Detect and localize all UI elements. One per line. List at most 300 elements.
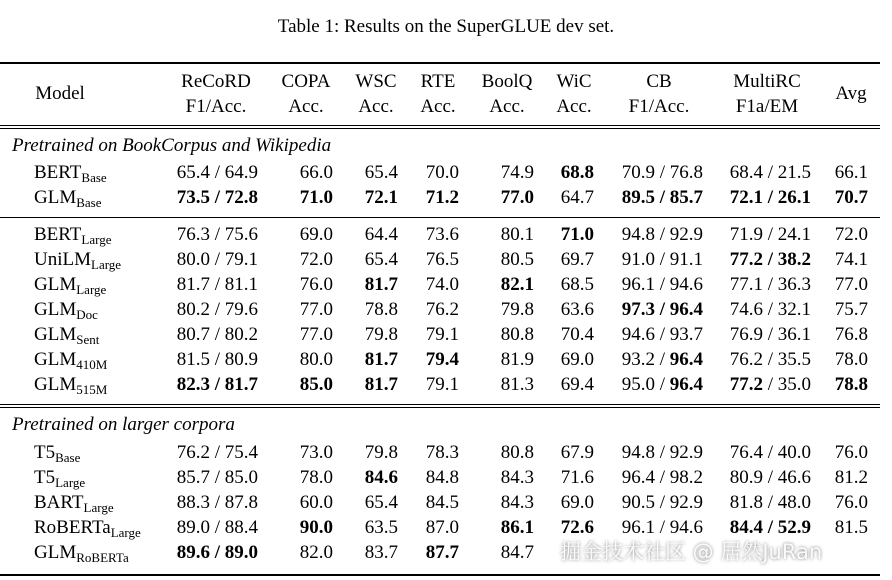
model-base-name: GLM xyxy=(34,324,77,345)
model-size-subscript: Large xyxy=(76,282,107,297)
model-size-subscript: Large xyxy=(110,525,141,540)
cell-value: 70.7 xyxy=(834,187,868,208)
table-row xyxy=(0,467,880,492)
model-name xyxy=(34,162,107,186)
cell-value: 96.4 / 98.2 xyxy=(621,467,703,488)
cell-value: 96.1 / 94.6 xyxy=(621,274,703,295)
table-cell xyxy=(501,517,534,539)
cell-value: 84.7 xyxy=(500,542,534,563)
cell-value: 66.1 xyxy=(834,162,868,183)
cell-value: 84.5 xyxy=(425,492,459,513)
cell-value: 84.6 xyxy=(364,467,398,488)
table-cell xyxy=(622,274,703,296)
cell-value: 89.5 / 85.7 xyxy=(621,187,703,208)
cell-value: 78.8 xyxy=(834,374,868,395)
watermark: 掘金技术社区 @ 居然JuRan xyxy=(560,540,823,564)
model-size-subscript: Base xyxy=(81,170,107,185)
table-cell xyxy=(365,542,398,564)
section-title-bookcorpus: Pretrained on BookCorpus and Wikipedia xyxy=(12,135,332,156)
column-header-line-2: F1a/EM xyxy=(735,96,799,117)
cell-value: 69.7 xyxy=(560,249,594,270)
table-row xyxy=(0,249,880,274)
cell-value: 72.1 xyxy=(364,187,398,208)
table-cell xyxy=(426,542,459,564)
model-base-name: GLM xyxy=(34,299,77,320)
table-cell xyxy=(835,224,868,246)
cell-value: 78.0 xyxy=(834,349,868,370)
cell-value: 84.3 xyxy=(500,492,534,513)
cell-value: 74.0 xyxy=(425,274,459,295)
table-cell xyxy=(300,249,333,271)
model-base-name: BERT xyxy=(34,224,82,245)
table-cell xyxy=(730,492,811,514)
model-base-name: BERT xyxy=(34,162,82,183)
table-cell xyxy=(426,162,459,184)
table-cell xyxy=(501,492,534,514)
table-cell xyxy=(177,517,258,539)
bottom-rule xyxy=(0,574,880,576)
cell-value: 89.0 / 88.4 xyxy=(176,517,258,538)
cell-value: 65.4 xyxy=(364,492,398,513)
table-cell xyxy=(501,249,534,271)
cell-value: 78.3 xyxy=(425,442,459,463)
header-rule xyxy=(0,125,880,126)
table-cell xyxy=(177,162,258,184)
cell-value: 76.0 xyxy=(299,274,333,295)
model-base-name: T5 xyxy=(34,442,56,463)
cell-value: 63.5 xyxy=(364,517,398,538)
cell-value: 65.4 / 64.9 xyxy=(176,162,258,183)
table-cell xyxy=(730,187,811,209)
model-base-name: GLM xyxy=(34,349,77,370)
table-cell xyxy=(300,224,333,246)
cell-value: 94.8 / 92.9 xyxy=(621,442,703,463)
table-cell xyxy=(730,299,811,321)
section-divider-2 xyxy=(0,407,880,408)
model-name xyxy=(34,467,85,491)
table-cell xyxy=(300,374,333,396)
cell-value: 71.9 / 24.1 xyxy=(729,224,811,245)
cell-value: 81.7 / 81.1 xyxy=(176,274,258,295)
group-divider xyxy=(0,217,880,218)
table-cell xyxy=(426,442,459,464)
table-cell xyxy=(561,162,594,184)
cell-value: 81.7 xyxy=(364,349,398,370)
model-base-name: GLM xyxy=(34,374,77,395)
cell-value: 96.4 xyxy=(669,374,703,395)
model-size-subscript: Sent xyxy=(76,332,100,347)
cell-value: 70.4 xyxy=(560,324,594,345)
cell-value: 71.2 xyxy=(425,187,459,208)
cell-value: 80.9 / 46.6 xyxy=(729,467,811,488)
column-header-line-1: ReCoRD xyxy=(181,71,251,92)
model-base-name: BART xyxy=(34,492,84,513)
table-cell xyxy=(622,349,703,371)
table-cell xyxy=(622,467,703,489)
cell-value: 82.3 / 81.7 xyxy=(176,374,258,395)
table-cell xyxy=(730,274,811,296)
cell-value: 66.0 xyxy=(299,162,333,183)
table-cell xyxy=(835,187,868,209)
table-cell xyxy=(501,349,534,371)
table-row xyxy=(0,187,880,212)
table-caption: Table 1: Results on the SuperGLUE dev set. xyxy=(277,16,615,37)
table-cell xyxy=(426,224,459,246)
cell-value: 68.8 xyxy=(560,162,594,183)
cell-value: 68.4 / 21.5 xyxy=(729,162,811,183)
model-name xyxy=(34,324,99,348)
model-base-name: UniLM xyxy=(34,249,91,270)
column-header-line-1: WiC xyxy=(556,71,592,92)
cell-value: 82.1 xyxy=(500,274,534,295)
table-cell xyxy=(365,324,398,346)
cell-value: 96.1 / 94.6 xyxy=(621,517,703,538)
cell-value: 80.7 / 80.2 xyxy=(176,324,258,345)
table-cell xyxy=(501,542,534,564)
table-row xyxy=(0,299,880,324)
model-size-subscript: Large xyxy=(55,475,86,490)
table-cell xyxy=(426,249,459,271)
cell-value: 77.2 xyxy=(729,374,763,395)
table-cell xyxy=(300,274,333,296)
cell-value: 89.6 / 89.0 xyxy=(176,542,258,563)
cell-value: 84.3 xyxy=(500,467,534,488)
table-cell xyxy=(622,374,703,396)
model-name xyxy=(34,542,129,566)
cell-value: / 35.0 xyxy=(762,374,811,395)
table-cell xyxy=(835,374,868,396)
cell-value: 85.7 / 85.0 xyxy=(176,467,258,488)
table-cell xyxy=(730,467,811,489)
table-cell xyxy=(561,374,594,396)
cell-value: 78.0 xyxy=(299,467,333,488)
cell-value: 74.1 xyxy=(834,249,868,270)
table-cell xyxy=(177,249,258,271)
cell-value: 78.8 xyxy=(364,299,398,320)
table-cell xyxy=(730,442,811,464)
cell-value: 76.9 / 36.1 xyxy=(729,324,811,345)
cell-value: 81.8 / 48.0 xyxy=(729,492,811,513)
table-cell xyxy=(622,187,703,209)
cell-value: 64.7 xyxy=(560,187,594,208)
column-header xyxy=(604,69,714,119)
section-title-larger-corpora: Pretrained on larger corpora xyxy=(12,414,235,435)
table-cell xyxy=(177,187,258,209)
table-cell xyxy=(365,162,398,184)
table-cell xyxy=(622,442,703,464)
table-cell xyxy=(501,374,534,396)
model-size-subscript: Base xyxy=(76,195,102,210)
model-size-subscript: 410M xyxy=(76,357,108,372)
cell-value: 79.4 xyxy=(425,349,459,370)
column-header-line-1: CB xyxy=(646,71,672,92)
table-cell xyxy=(426,374,459,396)
model-name xyxy=(34,442,80,466)
table-cell xyxy=(426,274,459,296)
table-cell xyxy=(300,517,333,539)
table-cell xyxy=(365,467,398,489)
column-header-line-2: Acc. xyxy=(358,96,394,117)
table-cell xyxy=(426,187,459,209)
cell-value: 77.0 xyxy=(500,187,534,208)
cell-value: 81.5 / 80.9 xyxy=(176,349,258,370)
table-cell xyxy=(622,324,703,346)
cell-value: 81.5 xyxy=(834,517,868,538)
table-cell xyxy=(426,299,459,321)
cell-value: 80.2 / 79.6 xyxy=(176,299,258,320)
cell-value: 82.0 xyxy=(299,542,333,563)
table-cell xyxy=(835,517,868,539)
column-header-line-2: F1/Acc. xyxy=(185,96,247,117)
cell-value: 80.0 xyxy=(299,349,333,370)
cell-value: 76.0 xyxy=(834,442,868,463)
model-name xyxy=(34,517,141,541)
table-cell xyxy=(501,187,534,209)
cell-value: 77.0 xyxy=(834,274,868,295)
cell-value: 73.0 xyxy=(299,442,333,463)
model-name xyxy=(34,187,102,211)
table-row xyxy=(0,162,880,187)
cell-value: 87.7 xyxy=(425,542,459,563)
cell-value: 77.0 xyxy=(299,324,333,345)
cell-value: 88.3 / 87.8 xyxy=(176,492,258,513)
cell-value: 81.7 xyxy=(364,374,398,395)
column-header-line-1: WSC xyxy=(355,71,397,92)
cell-value: 81.7 xyxy=(364,274,398,295)
table-cell xyxy=(835,299,868,321)
table-cell xyxy=(501,162,534,184)
table-cell xyxy=(835,442,868,464)
table-cell xyxy=(622,249,703,271)
table-cell xyxy=(426,349,459,371)
table-cell xyxy=(300,442,333,464)
cell-value: 76.2 xyxy=(425,299,459,320)
cell-value: 76.0 xyxy=(834,492,868,513)
cell-value: 81.3 xyxy=(500,374,534,395)
table-cell xyxy=(300,162,333,184)
cell-value: 69.0 xyxy=(560,349,594,370)
table-cell xyxy=(561,492,594,514)
table-cell xyxy=(835,162,868,184)
cell-value: 91.0 / 91.1 xyxy=(621,249,703,270)
table-cell xyxy=(300,187,333,209)
cell-value: 94.6 / 93.7 xyxy=(621,324,703,345)
table-cell xyxy=(365,299,398,321)
model-name xyxy=(34,299,98,323)
cell-value: 90.5 / 92.9 xyxy=(621,492,703,513)
cell-value: 77.0 xyxy=(299,299,333,320)
table-cell xyxy=(426,467,459,489)
column-header-line-2: Acc. xyxy=(288,96,324,117)
cell-value: 70.9 / 76.8 xyxy=(621,162,703,183)
column-header-line-1: COPA xyxy=(281,71,331,92)
cell-value: 65.4 xyxy=(364,162,398,183)
table-cell xyxy=(622,299,703,321)
model-size-subscript: Doc xyxy=(76,307,98,322)
cell-value: 87.0 xyxy=(425,517,459,538)
cell-value: 95.0 / xyxy=(621,374,670,395)
table-cell xyxy=(730,162,811,184)
cell-value: 76.4 / 40.0 xyxy=(729,442,811,463)
cell-value: 67.9 xyxy=(560,442,594,463)
cell-value: 79.8 xyxy=(364,442,398,463)
table-cell xyxy=(365,517,398,539)
cell-value: 97.3 / 96.4 xyxy=(621,299,703,320)
model-name xyxy=(34,374,107,398)
cell-value: 76.2 / 75.4 xyxy=(176,442,258,463)
cell-value: 96.4 xyxy=(669,349,703,370)
model-name xyxy=(34,492,114,516)
table-cell xyxy=(501,299,534,321)
model-name xyxy=(34,349,107,373)
model-base-name: RoBERTa xyxy=(34,517,111,538)
cell-value: 93.2 / xyxy=(621,349,670,370)
table-cell xyxy=(501,467,534,489)
table-cell xyxy=(177,349,258,371)
column-header-line-1: Model xyxy=(35,83,85,104)
cell-value: 60.0 xyxy=(299,492,333,513)
cell-value: 79.1 xyxy=(425,374,459,395)
table-cell xyxy=(365,187,398,209)
table-cell xyxy=(622,224,703,246)
cell-value: 73.5 / 72.8 xyxy=(176,187,258,208)
column-header-line-2: Acc. xyxy=(489,96,525,117)
model-size-subscript: 515M xyxy=(76,382,108,397)
model-size-subscript: Large xyxy=(91,257,122,272)
column-header-line-1: Avg xyxy=(835,83,867,104)
cell-value: 80.0 / 79.1 xyxy=(176,249,258,270)
cell-value: 64.4 xyxy=(364,224,398,245)
table-row xyxy=(0,324,880,349)
model-base-name: GLM xyxy=(34,542,77,563)
table-cell xyxy=(365,374,398,396)
cell-value: 85.0 xyxy=(299,374,333,395)
table-cell xyxy=(622,492,703,514)
model-size-subscript: RoBERTa xyxy=(76,550,129,565)
cell-value: 69.0 xyxy=(560,492,594,513)
cell-value: 79.8 xyxy=(500,299,534,320)
cell-value: 70.0 xyxy=(425,162,459,183)
cell-value: 81.2 xyxy=(834,467,868,488)
cell-value: 76.2 / 35.5 xyxy=(729,349,811,370)
model-base-name: GLM xyxy=(34,187,77,208)
cell-value: 71.0 xyxy=(560,224,594,245)
cell-value: 80.8 xyxy=(500,442,534,463)
table-row xyxy=(0,374,880,399)
table-cell xyxy=(561,349,594,371)
table-cell xyxy=(835,274,868,296)
table-cell xyxy=(835,349,868,371)
table-cell xyxy=(365,349,398,371)
column-header-line-2: Acc. xyxy=(420,96,456,117)
header-rule-2 xyxy=(0,128,880,129)
table-cell xyxy=(177,492,258,514)
table-cell xyxy=(365,224,398,246)
table-cell xyxy=(177,324,258,346)
cell-value: 72.1 / 26.1 xyxy=(729,187,811,208)
table-row xyxy=(0,492,880,517)
model-size-subscript: Base xyxy=(55,450,81,465)
table-cell xyxy=(177,442,258,464)
section-divider xyxy=(0,404,880,405)
cell-value: 72.6 xyxy=(560,517,594,538)
cell-value: 77.1 / 36.3 xyxy=(729,274,811,295)
model-size-subscript: Large xyxy=(81,232,112,247)
table-cell xyxy=(622,162,703,184)
cell-value: 81.9 xyxy=(500,349,534,370)
cell-value: 72.0 xyxy=(834,224,868,245)
column-header-line-1: BoolQ xyxy=(481,71,533,92)
cell-value: 68.5 xyxy=(560,274,594,295)
table-cell xyxy=(300,324,333,346)
table-row xyxy=(0,274,880,299)
table-cell xyxy=(561,442,594,464)
cell-value: 63.6 xyxy=(560,299,594,320)
table-cell xyxy=(730,374,811,396)
model-name xyxy=(34,274,106,298)
table-cell xyxy=(835,467,868,489)
column-header xyxy=(796,81,892,106)
cell-value: 94.8 / 92.9 xyxy=(621,224,703,245)
table-cell xyxy=(426,492,459,514)
table-row xyxy=(0,224,880,249)
cell-value: 76.3 / 75.6 xyxy=(176,224,258,245)
model-name xyxy=(34,224,112,248)
model-name xyxy=(34,249,121,273)
table-cell xyxy=(561,467,594,489)
table-cell xyxy=(730,324,811,346)
table-cell xyxy=(426,324,459,346)
table-cell xyxy=(561,249,594,271)
cell-value: 79.1 xyxy=(425,324,459,345)
column-header-line-1: RTE xyxy=(420,71,456,92)
column-header-line-2: Acc. xyxy=(556,96,592,117)
table-cell xyxy=(300,492,333,514)
cell-value: 79.8 xyxy=(364,324,398,345)
table-cell xyxy=(426,517,459,539)
table-cell xyxy=(365,442,398,464)
table-row xyxy=(0,349,880,374)
cell-value: 76.5 xyxy=(425,249,459,270)
cell-value: 80.5 xyxy=(500,249,534,270)
cell-value: 73.6 xyxy=(425,224,459,245)
cell-value: 69.0 xyxy=(299,224,333,245)
table-cell xyxy=(561,224,594,246)
table-cell xyxy=(365,492,398,514)
cell-value: 84.8 xyxy=(425,467,459,488)
table-cell xyxy=(501,442,534,464)
cell-value: 90.0 xyxy=(299,517,333,538)
table-cell xyxy=(730,224,811,246)
table-cell xyxy=(300,467,333,489)
table-cell xyxy=(365,274,398,296)
table-cell xyxy=(365,249,398,271)
table-cell xyxy=(177,224,258,246)
cell-value: 69.4 xyxy=(560,374,594,395)
cell-value: 77.2 / 38.2 xyxy=(729,249,811,270)
cell-value: 71.6 xyxy=(560,467,594,488)
cell-value: 76.8 xyxy=(834,324,868,345)
table-cell xyxy=(501,224,534,246)
column-header-line-2: F1/Acc. xyxy=(628,96,690,117)
table-cell xyxy=(177,299,258,321)
table-cell xyxy=(177,274,258,296)
table-cell xyxy=(501,274,534,296)
table-cell xyxy=(300,299,333,321)
table-cell xyxy=(730,349,811,371)
table-cell xyxy=(835,249,868,271)
cell-value: 75.7 xyxy=(834,299,868,320)
